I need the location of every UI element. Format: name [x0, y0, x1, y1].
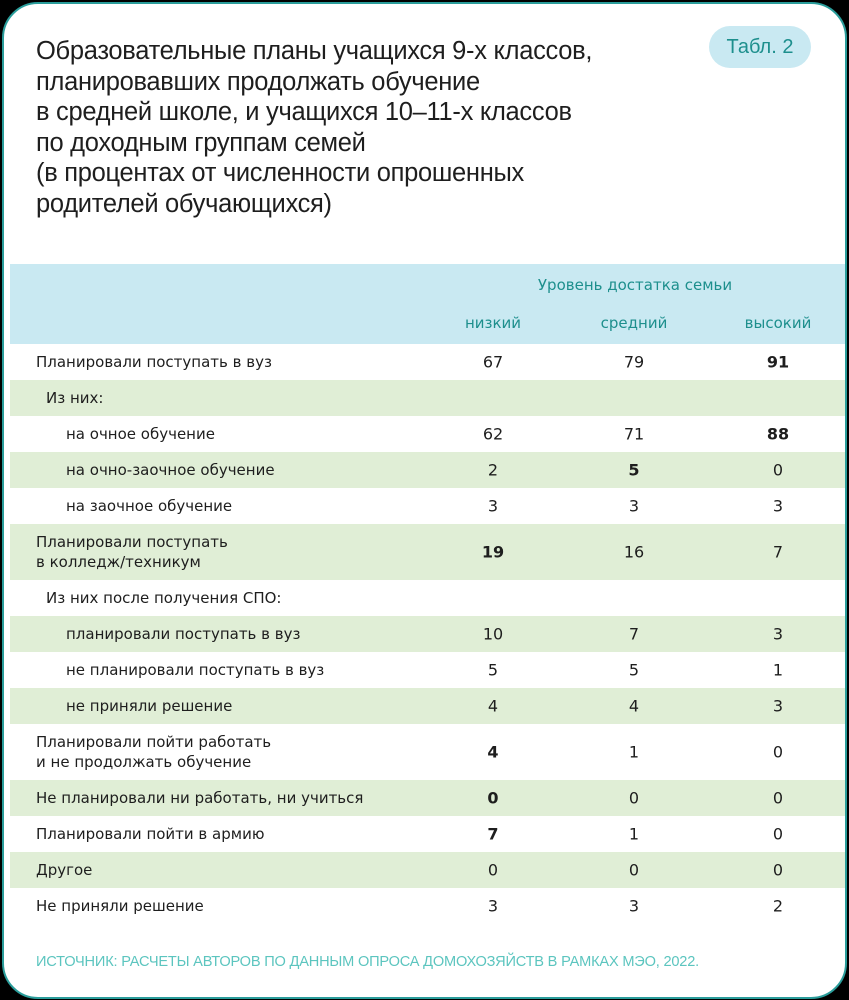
table-row — [10, 888, 845, 924]
row-label — [66, 496, 232, 516]
row-label-line: на очно-заочное обучение — [66, 461, 275, 479]
table-row — [10, 816, 845, 852]
cell-low: 67 — [482, 352, 504, 372]
row-label — [66, 660, 324, 680]
row-label — [36, 896, 204, 916]
cell-medium: 79 — [623, 352, 645, 372]
table-row — [10, 344, 845, 380]
cell-high: 0 — [772, 860, 784, 880]
cell-medium: 3 — [628, 896, 640, 916]
row-label — [36, 732, 271, 772]
title-line: родителей обучающихся) — [36, 189, 332, 218]
column-header-high: высокий — [744, 314, 812, 332]
cell-medium: 71 — [623, 424, 645, 444]
row-label-line: на очное обучение — [66, 425, 215, 443]
row-label-line: Планировали поступать в вуз — [36, 353, 272, 371]
row-label-line: Планировали пойти работать — [36, 733, 272, 751]
cell-medium: 1 — [628, 824, 640, 844]
row-label-line: Из них: — [46, 389, 104, 407]
cell-high: 2 — [772, 896, 784, 916]
column-header-medium: средний — [600, 314, 668, 332]
cell-high: 7 — [772, 542, 784, 562]
cell-low: 7 — [487, 824, 499, 844]
row-label-line: не приняли решение — [66, 697, 233, 715]
cell-medium: 16 — [623, 542, 645, 562]
table-row — [10, 652, 845, 688]
row-label-line: Планировали поступать — [36, 533, 228, 551]
row-label-line: в колледж/техникум — [36, 553, 201, 571]
row-label — [36, 824, 264, 844]
row-label — [46, 388, 103, 408]
table-number-badge: Табл. 2 — [709, 26, 811, 68]
table-row — [10, 488, 845, 524]
cell-high: 3 — [772, 496, 784, 516]
row-label-line: Из них после получения СПО: — [46, 589, 282, 607]
cell-medium: 5 — [628, 660, 640, 680]
row-label-line: Не приняли решение — [36, 897, 204, 915]
row-label-line: на заочное обучение — [66, 497, 233, 515]
row-label-line: Другое — [36, 861, 93, 879]
row-label — [36, 860, 92, 880]
cell-medium: 7 — [628, 624, 640, 644]
table-header — [10, 264, 845, 344]
row-label — [66, 424, 215, 444]
cell-high: 0 — [772, 788, 784, 808]
row-label — [46, 588, 281, 608]
cell-low: 19 — [481, 542, 505, 562]
table-row — [10, 780, 845, 816]
cell-medium: 1 — [628, 742, 640, 762]
title-line: (в процентах от численности опрошенных — [36, 159, 524, 187]
cell-low: 3 — [487, 896, 499, 916]
cell-high: 1 — [772, 660, 784, 680]
table-row — [10, 724, 845, 780]
title-line: по доходным группам семей — [36, 128, 366, 157]
column-group-header: Уровень достатка семьи — [537, 276, 733, 294]
cell-low: 0 — [487, 860, 499, 880]
table-body — [10, 344, 845, 924]
cell-high: 3 — [772, 624, 784, 644]
cell-medium: 3 — [628, 496, 640, 516]
row-label — [66, 696, 232, 716]
column-header-low: низкий — [464, 314, 522, 332]
cell-medium: 0 — [628, 860, 640, 880]
cell-low: 62 — [482, 424, 504, 444]
row-label-line: планировали поступать в вуз — [66, 625, 301, 643]
title-line: планировавших продолжать обучение — [36, 67, 480, 96]
cell-low: 4 — [487, 742, 499, 762]
cell-medium: 5 — [628, 460, 640, 480]
cell-medium: 0 — [628, 788, 640, 808]
table-card — [2, 2, 847, 999]
cell-low: 4 — [487, 696, 499, 716]
title-line: в средней школе, и учащихся 10–11-х классов — [36, 98, 572, 126]
table-row — [10, 416, 845, 452]
cell-high: 0 — [772, 460, 784, 480]
source-note: ИСТОЧНИК: РАСЧЕТЫ АВТОРОВ ПО ДАННЫМ ОПРОСА ДОМОХОЗЯЙСТВ В РАМКАХ МЭО, 2022. — [36, 954, 699, 970]
cell-low: 10 — [482, 624, 504, 644]
row-label — [66, 460, 275, 480]
row-label-line: Планировали пойти в армию — [36, 825, 265, 843]
table-row — [10, 852, 845, 888]
table-row — [10, 616, 845, 652]
cell-medium: 4 — [628, 696, 640, 716]
cell-high: 3 — [772, 696, 784, 716]
row-label — [66, 624, 300, 644]
row-label — [36, 788, 363, 808]
cell-high: 0 — [772, 824, 784, 844]
row-label — [36, 532, 228, 572]
table-title — [36, 36, 676, 219]
table-row — [10, 580, 845, 616]
table-row — [10, 524, 845, 580]
table-row — [10, 380, 845, 416]
table-row — [10, 688, 845, 724]
row-label — [36, 352, 272, 372]
cell-low: 0 — [487, 788, 499, 808]
table-row — [10, 452, 845, 488]
cell-low: 5 — [487, 660, 499, 680]
row-label-line: не планировали поступать в вуз — [66, 661, 325, 679]
row-label-line: и не продолжать обучение — [36, 753, 252, 771]
row-label-line: Не планировали ни работать, ни учиться — [36, 789, 364, 807]
data-table — [10, 264, 845, 924]
title-line: Образовательные планы учащихся 9-х классов, — [36, 37, 593, 65]
cell-high: 91 — [766, 352, 790, 372]
cell-low: 3 — [487, 496, 499, 516]
cell-low: 2 — [487, 460, 499, 480]
cell-high: 0 — [772, 742, 784, 762]
cell-high: 88 — [766, 424, 790, 444]
